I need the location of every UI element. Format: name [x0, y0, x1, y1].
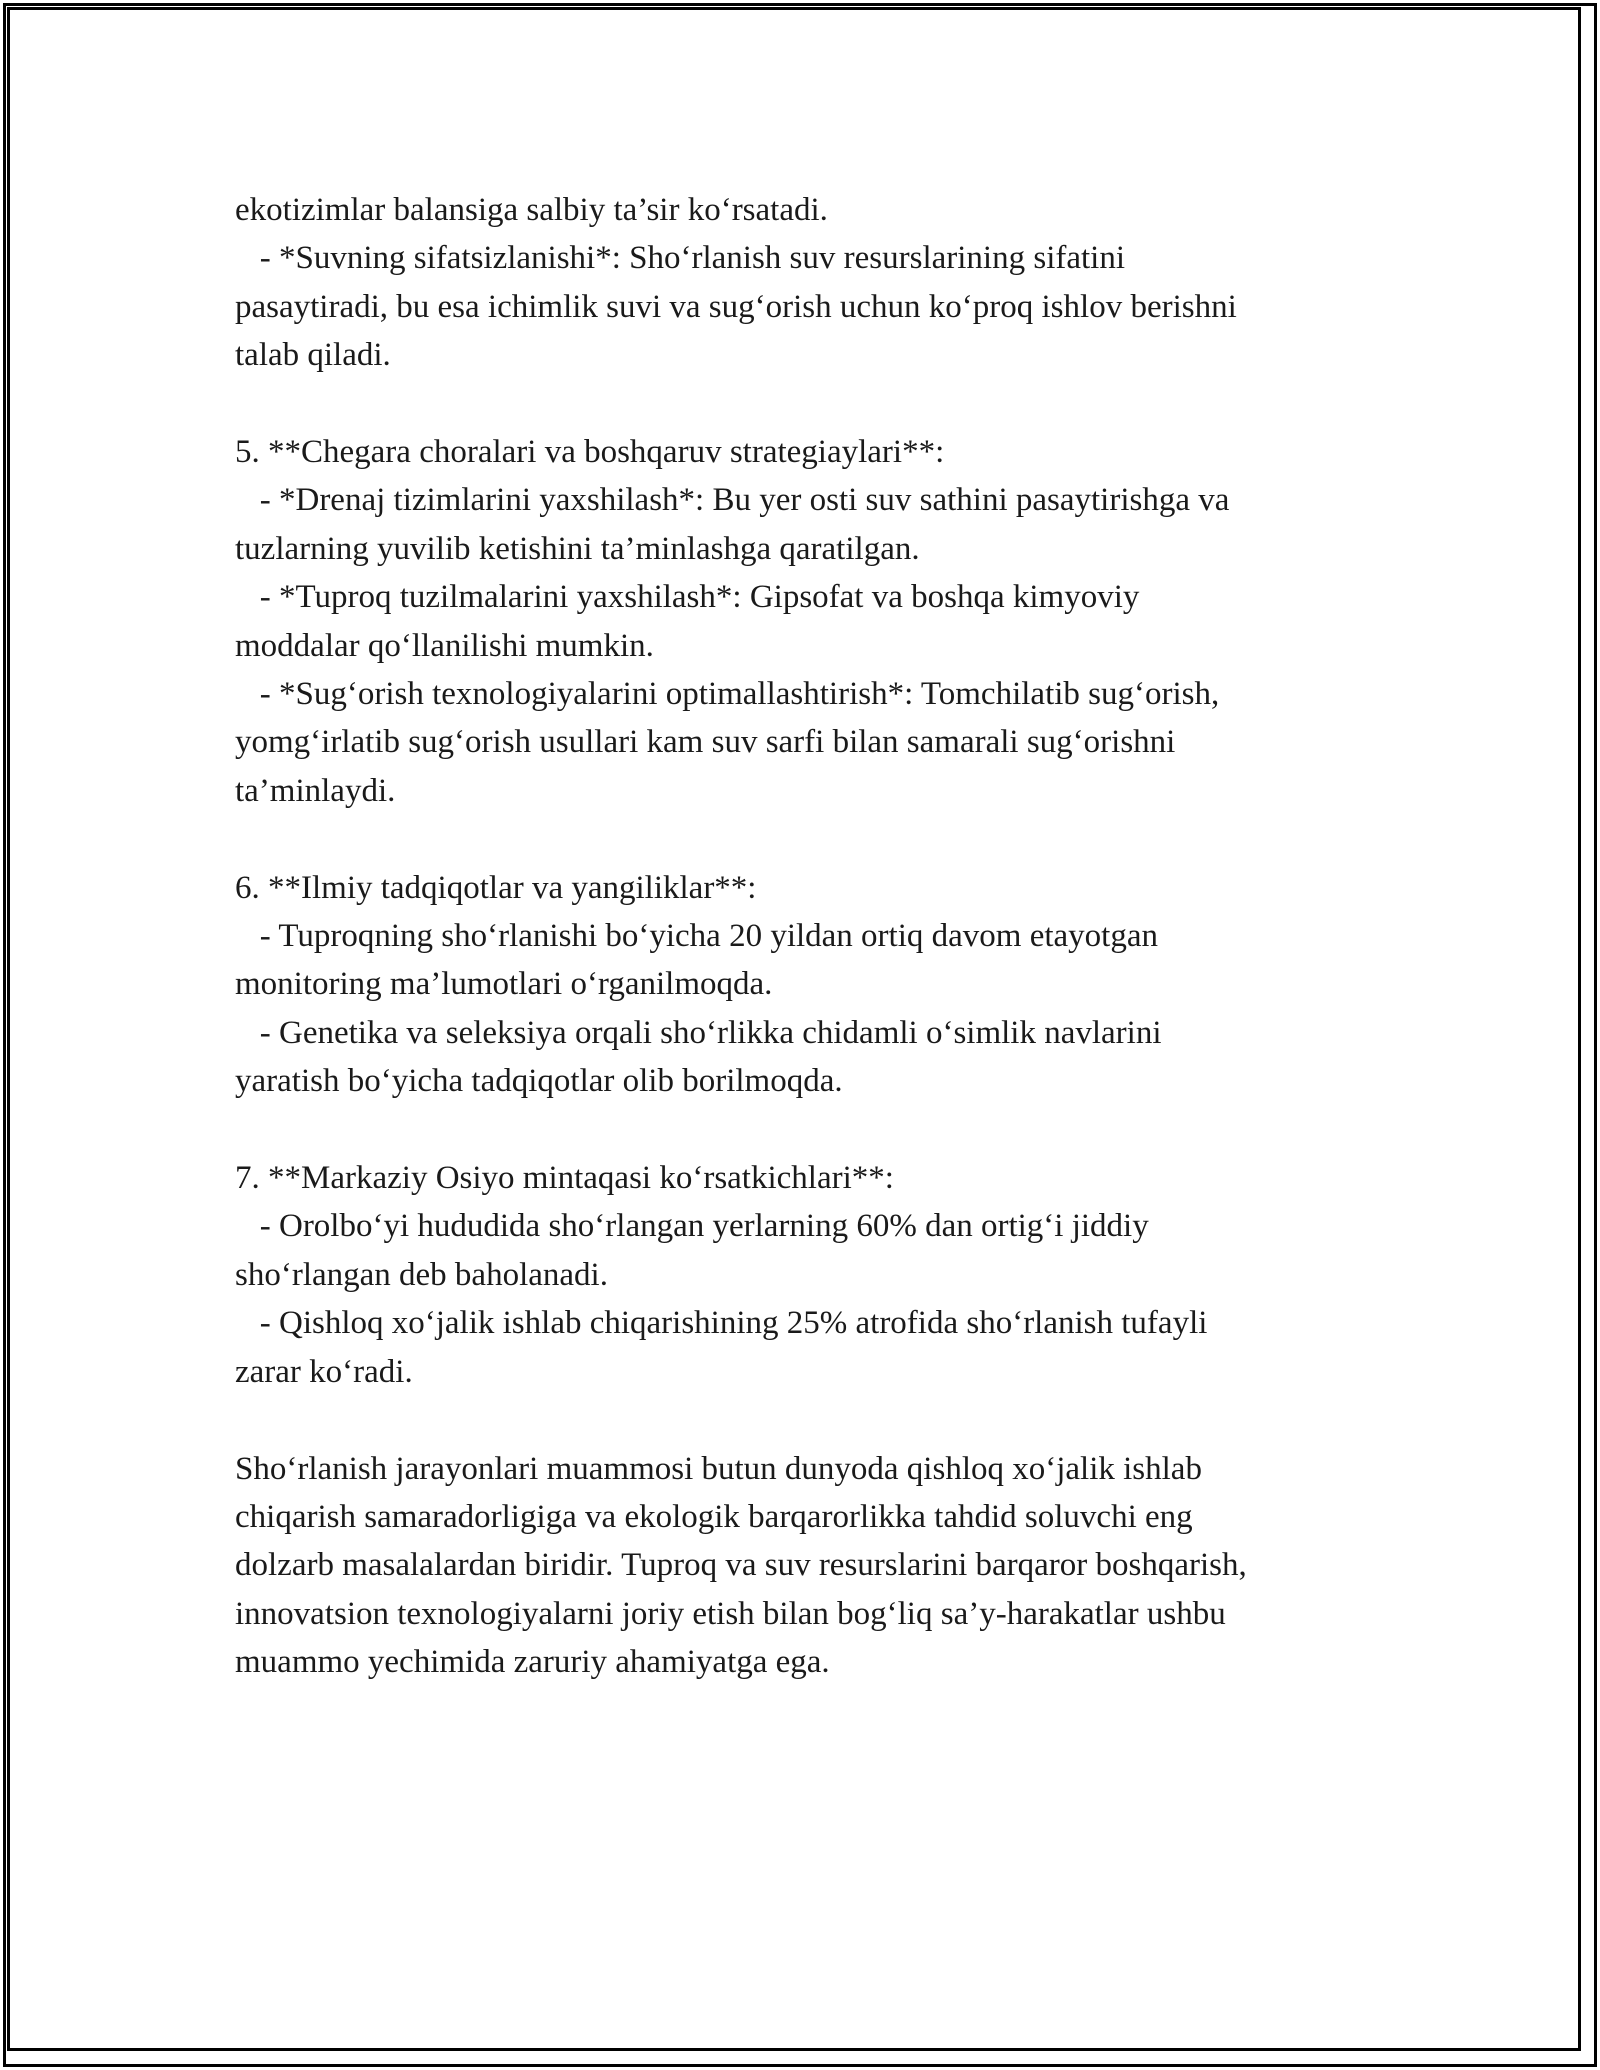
text-line: - Qishloq xo‘jalik ishlab chiqarishining 25% atrofida sho‘rlanish tufayli: [235, 1305, 1208, 1342]
text-line: zarar ko‘radi.: [235, 1353, 413, 1390]
text-line: yomg‘irlatib sug‘orish usullari kam suv sarfi bilan samarali sug‘orishni: [235, 724, 1176, 761]
text-line: yaratish bo‘yicha tadqiqotlar olib borilmoqda.: [235, 1063, 843, 1100]
text-line: - Tuproqning sho‘rlanishi bo‘yicha 20 yildan ortiq davom etayotgan: [235, 918, 1158, 955]
blank-line: [235, 815, 1375, 863]
conclusion-line: muammo yechimida zaruriy ahamiyatga ega.: [235, 1644, 830, 1681]
text-line: ekotizimlar balansiga salbiy ta’sir ko‘rsatadi.: [235, 192, 828, 228]
text-line: pasaytiradi, bu esa ichimlik suvi va sug‘orish uchun ko‘proq ishlov berishni: [235, 288, 1237, 325]
text-line: - Orolbo‘yi hududida sho‘rlangan yerlarning 60% dan ortig‘i jiddiy: [235, 1208, 1149, 1245]
document-body: [235, 186, 1375, 1687]
blank-line: [235, 1396, 1375, 1444]
blank-line: [235, 1106, 1375, 1154]
conclusion-line: innovatsion texnologiyalarni joriy etish bilan bog‘liq sa’y-harakatlar ushbu: [235, 1595, 1226, 1632]
text-line: - Genetika va seleksiya orqali sho‘rlikka chidamli o‘simlik navlarini: [235, 1014, 1162, 1051]
text-line: monitoring ma’lumotlari o‘rganilmoqda.: [235, 966, 773, 1003]
conclusion-line: dolzarb masalalardan biridir. Tuproq va suv resurslarini barqaror boshqarish,: [235, 1547, 1247, 1584]
text-line: sho‘rlangan deb baholanadi.: [235, 1256, 608, 1293]
text-line: - *Sug‘orish texnologiyalarini optimallashtirish*: Tomchilatib sug‘orish,: [235, 676, 1220, 713]
text-line: moddalar qo‘llanilishi mumkin.: [235, 627, 654, 664]
text-line: talab qiladi.: [235, 337, 391, 374]
section-heading: 6. **Ilmiy tadqiqotlar va yangiliklar**:: [235, 869, 757, 906]
section-heading: 7. **Markaziy Osiyo mintaqasi ko‘rsatkichlari**:: [235, 1160, 894, 1197]
text-line: tuzlarning yuvilib ketishini ta’minlashga qaratilgan.: [235, 530, 920, 567]
text-line: ta’minlaydi.: [235, 772, 396, 809]
conclusion-line: chiqarish samaradorligiga va ekologik barqarorlikka tahdid soluvchi eng: [235, 1498, 1193, 1535]
text-line: - *Tuproq tuzilmalarini yaxshilash*: Gipsofat va boshqa kimyoviy: [235, 579, 1140, 616]
blank-line: [235, 380, 1375, 428]
section-heading: 5. **Chegara choralari va boshqaruv strategiaylari**:: [235, 434, 945, 471]
text-line: - *Drenaj tizimlarini yaxshilash*: Bu yer osti suv sathini pasaytirishga va: [235, 482, 1230, 519]
conclusion-line: Sho‘rlanish jarayonlari muammosi butun dunyoda qishloq xo‘jalik ishlab: [235, 1450, 1202, 1487]
text-line: - *Suvning sifatsizlanishi*: Sho‘rlanish suv resurslarining sifatini: [235, 240, 1126, 277]
